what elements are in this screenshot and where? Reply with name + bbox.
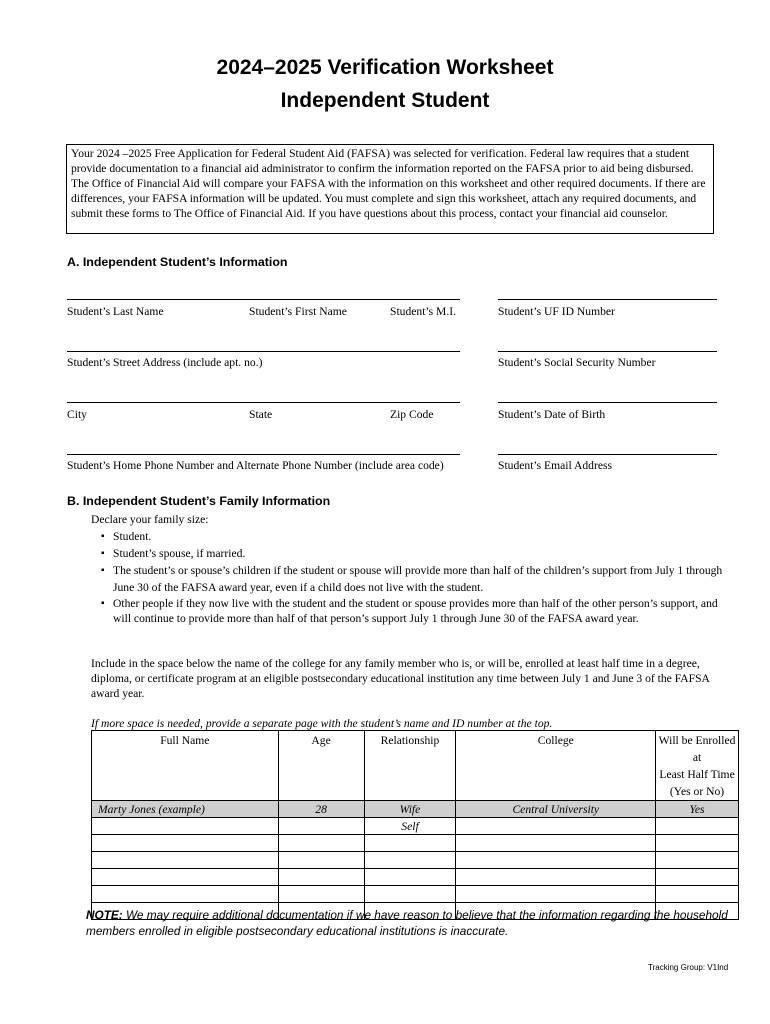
cell-college[interactable] (456, 852, 656, 869)
example-enrolled: Yes (656, 801, 739, 818)
cell-relationship[interactable] (364, 886, 456, 903)
email-line[interactable] (498, 454, 717, 455)
cell-name[interactable] (92, 852, 279, 869)
table-row[interactable] (92, 869, 739, 886)
cell-enrolled[interactable] (656, 852, 739, 869)
cell-college[interactable] (456, 869, 656, 886)
name-line[interactable] (67, 299, 460, 300)
dob-label: Student’s Date of Birth (498, 408, 606, 421)
ssn-label: Student’s Social Security Number (498, 356, 656, 369)
cell-enrolled[interactable] (656, 886, 739, 903)
include-text: Include in the space below the name of the college for any family member who is, or will be, enrolled at least half time in a degree, diploma, or certificate program at an eligible postsecondary educational institution any time between July 1 and June 3 of the FAFSA award year. (91, 657, 710, 700)
list-item: ▪ Other people if they now live with the student and the student or spouse provides more than half of the other person’s support, and will continue to provide more than half of that person’s support July 1 through June 30 of the FAFSA award year. (101, 596, 729, 626)
page-subtitle: Independent Student (280, 89, 490, 112)
phone-label: Student’s Home Phone Number and Alternate Phone Number (include area code) (67, 459, 444, 472)
col-enrolled-line3: (Yes or No) (669, 785, 725, 798)
cell-name[interactable] (92, 886, 279, 903)
cell-enrolled[interactable] (656, 869, 739, 886)
cell-age[interactable] (278, 886, 364, 903)
col-full-name: Full Name (92, 731, 279, 801)
email-label: Student’s Email Address (498, 459, 613, 472)
cell-age[interactable] (278, 835, 364, 852)
tracking-group: Tracking Group: V1Ind (648, 963, 729, 972)
street-label: Student’s Street Address (include apt. no.) (67, 356, 263, 369)
table-row[interactable] (92, 852, 739, 869)
col-age: Age (278, 731, 364, 801)
cell-college[interactable] (456, 818, 656, 835)
cell-age[interactable] (278, 869, 364, 886)
table-row[interactable] (92, 835, 739, 852)
cell-name[interactable] (92, 835, 279, 852)
example-name: Marty Jones (example) (92, 801, 279, 818)
section-a-heading: A. Independent Student’s Information (67, 255, 288, 269)
street-line[interactable] (67, 351, 460, 352)
declare-text: Declare your family size: (91, 513, 209, 526)
dob-line[interactable] (498, 402, 717, 403)
uf-id-label: Student’s UF ID Number (498, 305, 615, 318)
cell-relationship[interactable] (364, 835, 456, 852)
zip-label: Zip Code (390, 408, 434, 421)
col-enrolled-line2: Least Half Time (659, 768, 735, 781)
city-state-zip-line[interactable] (67, 402, 460, 403)
cell-name[interactable] (92, 818, 279, 835)
first-name-label: Student’s First Name (249, 305, 347, 318)
example-college: Central University (456, 801, 656, 818)
cell-relationship[interactable] (364, 869, 456, 886)
cell-enrolled[interactable] (656, 835, 739, 852)
table-header-row (92, 731, 739, 801)
mi-label: Student’s M.I. (390, 305, 457, 318)
state-label: State (249, 408, 273, 421)
phone-line[interactable] (67, 454, 460, 455)
list-item: ▪ Student’s spouse, if married. (101, 545, 729, 562)
list-item: ▪ Student. (101, 528, 729, 545)
col-relationship: Relationship (364, 731, 456, 801)
note-label: NOTE: (86, 908, 123, 922)
col-enrolled-line1: Will be Enrolled at (658, 734, 736, 764)
ssn-line[interactable] (498, 351, 717, 352)
cell-relationship-self: Self (364, 818, 456, 835)
table-row[interactable] (92, 818, 739, 835)
family-members-table (91, 730, 739, 920)
cell-enrolled[interactable] (656, 818, 739, 835)
cell-college[interactable] (456, 886, 656, 903)
section-b-heading: B. Independent Student’s Family Information (67, 494, 331, 508)
cell-college[interactable] (456, 835, 656, 852)
cell-age[interactable] (278, 852, 364, 869)
cell-relationship[interactable] (364, 852, 456, 869)
last-name-label: Student’s Last Name (67, 305, 164, 318)
example-age: 28 (278, 801, 364, 818)
cell-age[interactable] (278, 818, 364, 835)
example-relationship: Wife (364, 801, 456, 818)
note-text (86, 907, 746, 939)
intro-text: Your 2024 –2025 Free Application for Federal Student Aid (FAFSA) was selected for verification. Federal law requires that a student provide documentation to a financial aid administrator to confirm the information reported on the FAFSA prior to aid being disbursed. The Office of Financial Aid will compare your FAFSA with the information on this worksheet and other required documents. If there are differences, your FAFSA information will be updated. You must complete and sign this worksheet, attach any required documents, and submit these forms to The Office of Financial Aid. If you have questions about this process, contact your financial aid counselor. (71, 147, 706, 220)
city-label: City (67, 408, 87, 421)
space-note: If more space is needed, provide a separate page with the student’s name and ID number at the top. (91, 717, 553, 730)
table-row[interactable] (92, 886, 739, 903)
col-enrolled (656, 731, 739, 801)
page-title: 2024–2025 Verification Worksheet (216, 56, 554, 79)
col-college: College (456, 731, 656, 801)
intro-box (66, 144, 714, 234)
family-size-list (101, 528, 729, 626)
list-item: ▪ The student’s or spouse’s children if the student or spouse will provide more than half of the children’s support from July 1 through June 30 of the FAFSA award year, even if a child does not live with the student. (101, 562, 729, 596)
table-row-example (92, 801, 739, 818)
uf-id-line[interactable] (498, 299, 717, 300)
cell-name[interactable] (92, 869, 279, 886)
note-body: We may require additional documentation if we have reason to believe that the information regarding the household members enrolled in eligible postsecondary educational institutions is inaccurate. (86, 908, 728, 938)
